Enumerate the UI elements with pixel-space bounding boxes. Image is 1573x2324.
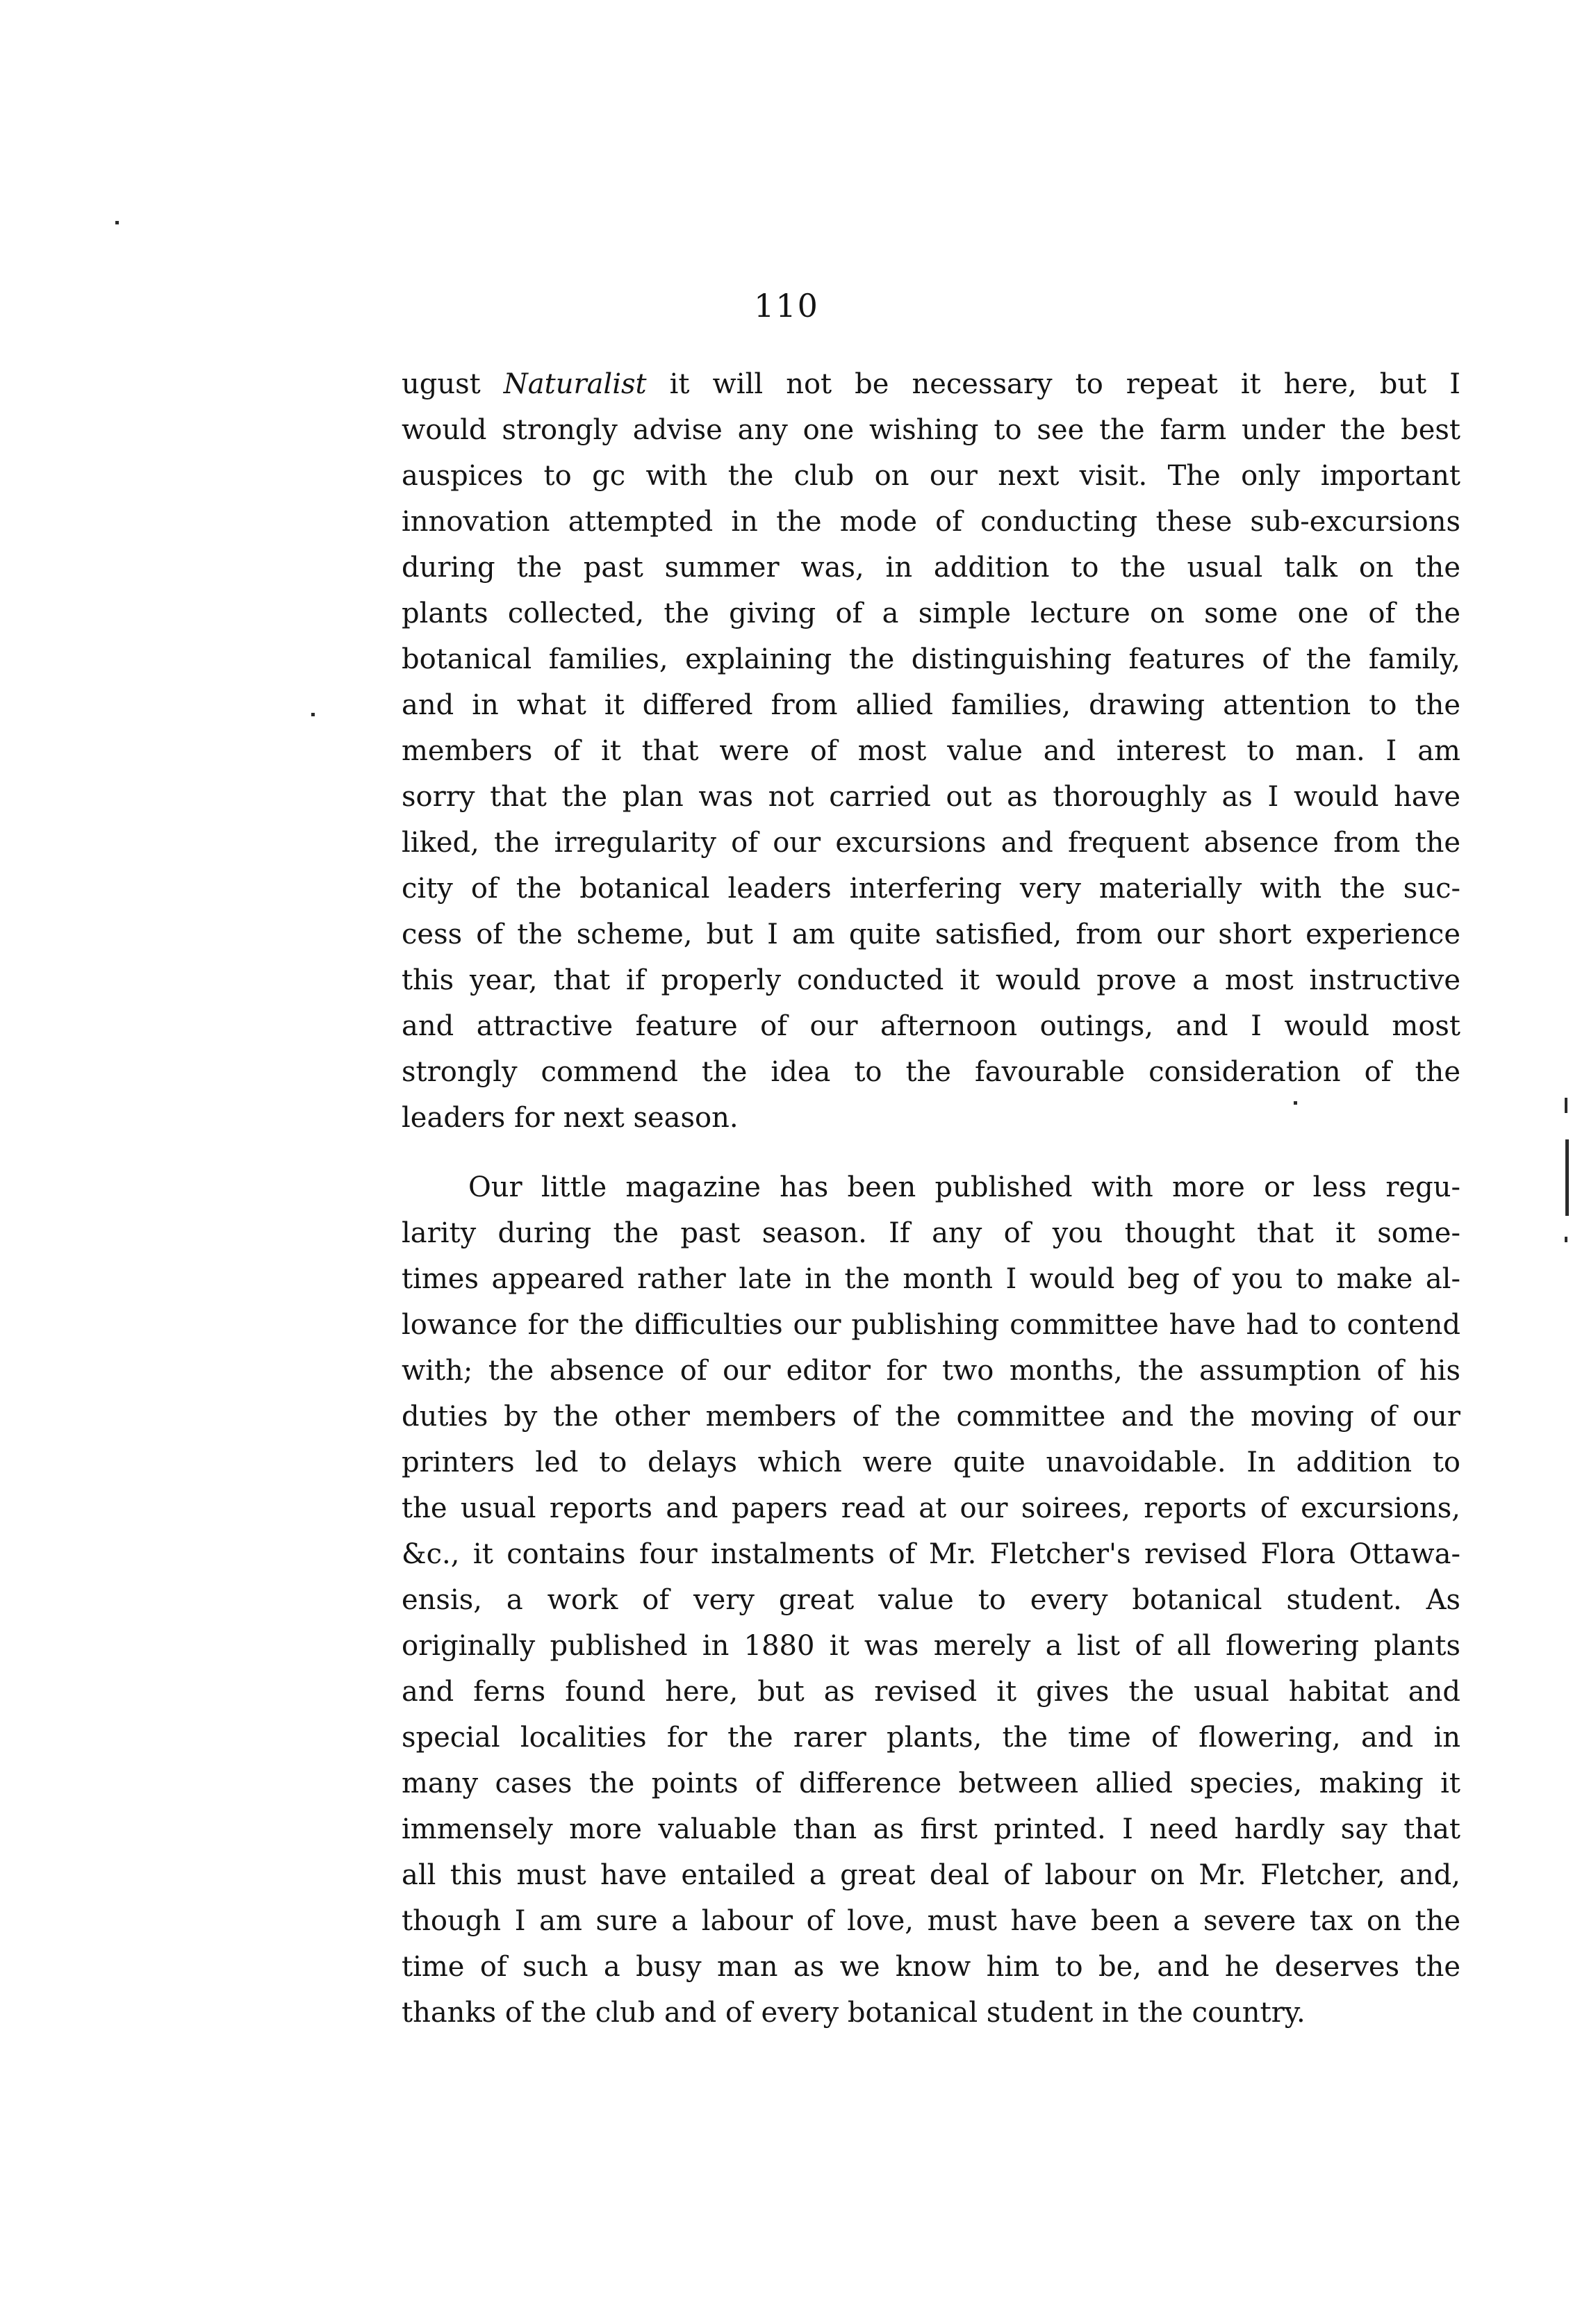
body-text: [402, 361, 1460, 2036]
text-line: originally published in 1880 it was merely a list of all flowering plants: [402, 1630, 1460, 1662]
text-line: cess of the scheme, but I am quite satisfied, from our short experience: [402, 918, 1460, 950]
text-segment: ugust: [402, 368, 504, 400]
text-line: botanical families, explaining the distinguishing features of the family,: [402, 643, 1460, 675]
text-line: with; the absence of our editor for two months, the assumption of his: [402, 1355, 1460, 1387]
text-line: liked, the irregularity of our excursions and frequent absence from the: [402, 827, 1460, 859]
text-line: though I am sure a labour of love, must have been a severe tax on the: [402, 1905, 1460, 1937]
text-line: plants collected, the giving of a simple lecture on some one of the: [402, 598, 1460, 629]
scan-speck: [1294, 1101, 1297, 1105]
text-line: members of it that were of most value and interest to man. I am: [402, 735, 1460, 767]
scan-speck: [1565, 1237, 1567, 1242]
scan-speck: [115, 221, 119, 224]
text-line: [402, 361, 1460, 407]
text-line: during the past summer was, in addition to the usual talk on the: [402, 552, 1460, 584]
text-line: many cases the points of difference between allied species, making it: [402, 1767, 1460, 1799]
scan-speck: [311, 713, 315, 716]
text-line: printers led to delays which were quite unavoidable. In addition to: [402, 1447, 1460, 1478]
text-line: &c., it contains four instalments of Mr. Fletcher's revised Flora Ottawa-: [402, 1538, 1460, 1570]
scan-edge-mark: [1565, 1139, 1569, 1216]
text-line: time of such a busy man as we know him to be, and he deserves the: [402, 1951, 1460, 1983]
paragraph-gap: [402, 1141, 1460, 1164]
text-line: special localities for the rarer plants, the time of flowering, and in: [402, 1722, 1460, 1754]
text-line: Our little magazine has been published with more or less regu-: [468, 1171, 1460, 1203]
text-line: and attractive feature of our afternoon outings, and I would most: [402, 1010, 1460, 1042]
text-line: duties by the other members of the committee and the moving of our: [402, 1401, 1460, 1433]
text-line: strongly commend the idea to the favourable consideration of the: [402, 1056, 1460, 1088]
paragraph: [402, 361, 1460, 1141]
paragraph: [402, 1164, 1460, 2036]
text-line: this year, that if properly conducted it would prove a most instructive: [402, 964, 1460, 996]
text-line: and ferns found here, but as revised it gives the usual habitat and: [402, 1676, 1460, 1708]
text-line: auspices to gc with the club on our next visit. The only important: [402, 460, 1460, 492]
italic-title: Naturalist: [503, 368, 647, 400]
page-number: 110: [754, 287, 819, 324]
text-segment: it will not be necessary to repeat it here, but I: [646, 368, 1460, 400]
text-line: would strongly advise any one wishing to see the farm under the best: [402, 414, 1460, 446]
text-line: and in what it differed from allied families, drawing attention to the: [402, 689, 1460, 721]
text-line: thanks of the club and of every botanical student in the country.: [402, 1997, 1306, 2029]
text-line: sorry that the plan was not carried out as thoroughly as I would have: [402, 781, 1460, 813]
text-line: innovation attempted in the mode of conducting these sub-excursions: [402, 506, 1460, 538]
text-line: ensis, a work of very great value to every botanical student. As: [402, 1584, 1460, 1616]
text-line: city of the botanical leaders interfering very materially with the suc-: [402, 873, 1460, 905]
text-line: all this must have entailed a great deal of labour on Mr. Fletcher, and,: [402, 1859, 1460, 1891]
text-line: immensely more valuable than as first printed. I need hardly say that: [402, 1813, 1460, 1845]
text-line: lowance for the difficulties our publishing committee have had to contend: [402, 1309, 1460, 1341]
text-line: the usual reports and papers read at our soirees, reports of excursions,: [402, 1492, 1460, 1524]
text-line: leaders for next season.: [402, 1102, 739, 1134]
text-line: larity during the past season. If any of you thought that it some-: [402, 1217, 1460, 1249]
scan-edge-mark: [1565, 1098, 1567, 1113]
text-line: times appeared rather late in the month I would beg of you to make al-: [402, 1263, 1460, 1295]
